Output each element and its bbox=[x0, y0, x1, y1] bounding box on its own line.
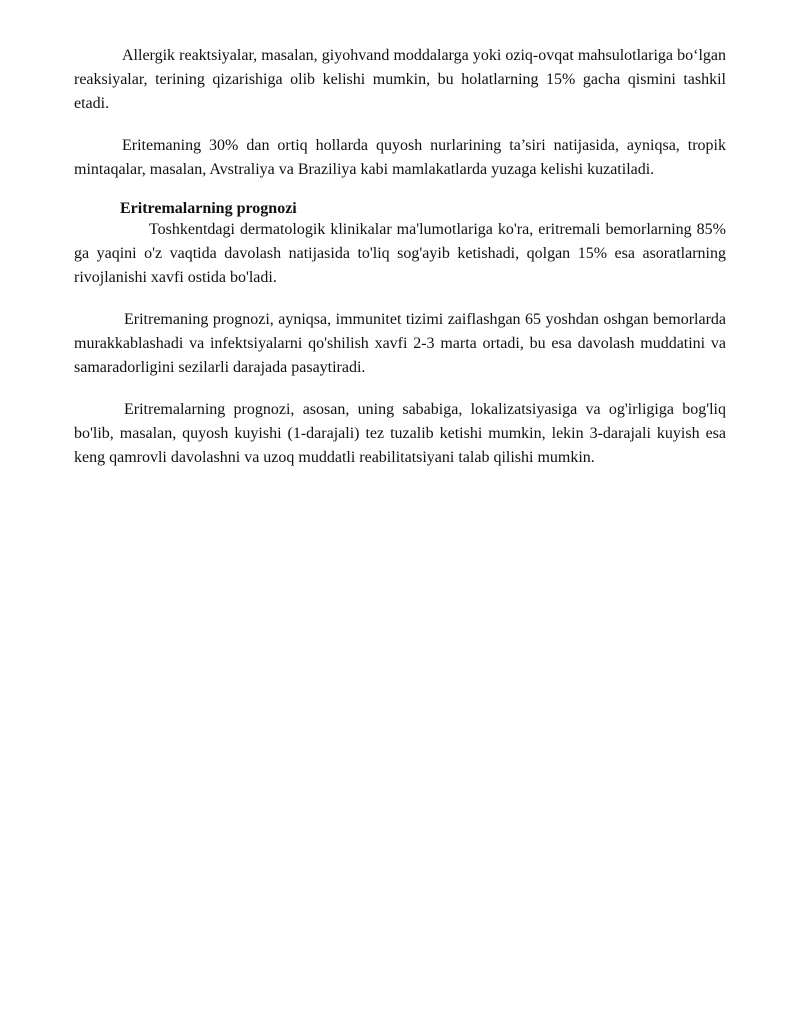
paragraph-cause-prognosis: Eritremalarning prognozi, asosan, uning sababiga, lokalizatsiyasiga va og'irligiga bog'liq bo'lib, masalan, quyosh kuyishi (1-darajali) tez tuzalib ketishi mumkin, lekin 3-darajali kuyish esa keng qamrovli davolashni va uzoq muddatli reabilitatsiyani talab qilishi mumkin. bbox=[74, 401, 726, 466]
paragraph-immune-prognosis: Eritremaning prognozi, ayniqsa, immunitet tizimi zaiflashgan 65 yoshdan oshgan bemorlarda murakkablashadi va infektsiyalarni qo'shilish xavfi 2-3 marta ortadi, bu esa davolash muddatini va samaradorligini sezilarli darajada pasaytiradi. bbox=[74, 311, 726, 376]
section-heading: Eritremalarning prognozi bbox=[120, 200, 297, 217]
paragraph-sun-exposure: Eritemaning 30% dan ortiq hollarda quyosh nurlarining ta’siri natijasida, ayniqsa, tropik mintaqalar, masalan, Avstraliya va Braziliya kabi mamlakatlarda yuzaga kelishi kuzatiladi. bbox=[74, 137, 726, 178]
paragraph-tashkent-clinics: Toshkentdagi dermatologik klinikalar ma'lumotlariga ko'ra, eritremali bemorlarning 85% ga yaqini o'z vaqtida davolash natijasida to'liq sog'ayib ketishadi, qolgan 15% esa asoratlarning rivojlanishi xavfi ostida bo'ladi. bbox=[74, 221, 726, 286]
paragraph-allergic-reactions: Allergik reaktsiyalar, masalan, giyohvand moddalarga yoki oziq-ovqat mahsulotlariga bo‘lgan reaksiyalar, terining qizarishiga olib kelishi mumkin, bu holatlarning 15% gacha qismini tashkil etadi. bbox=[74, 47, 726, 112]
document-body bbox=[74, 44, 726, 488]
